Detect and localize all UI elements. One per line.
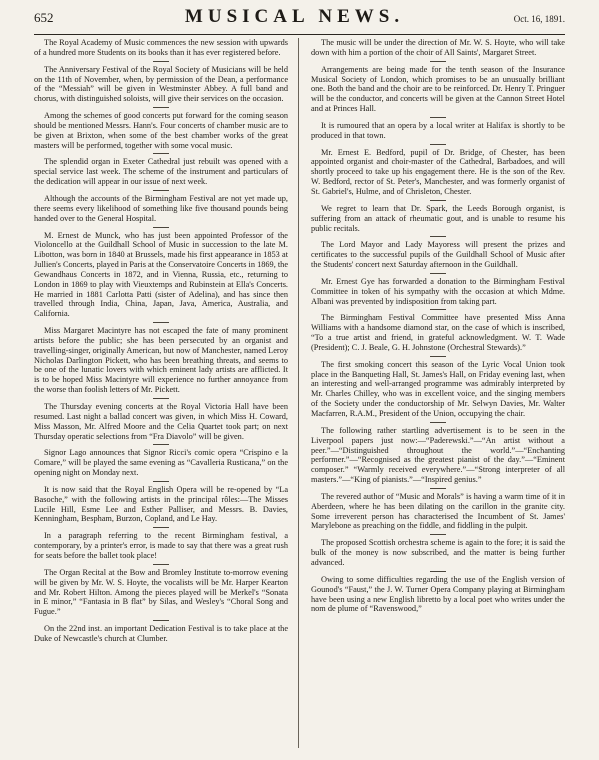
item-separator xyxy=(430,309,446,310)
news-item: It is now said that the Royal English Opera will be re-opened by “La Basoche,” with the following artists in the principal rôles:—The Misses Lucile Hill, Esme Lee and Esther Palliser, and Messrs. B. Davies, Kenningham, Bespham, Burzon, Copland, and Le Hay. xyxy=(34,484,288,524)
news-item: The Royal Academy of Music commences the new session with upwards of a hundred more Students on its books than it has ever registered before. xyxy=(34,38,288,57)
news-item: The music will be under the direction of Mr. W. S. Hoyte, who will take down with him a portion of the choir of All Saints', Margaret Street. xyxy=(311,38,565,57)
news-item: Owing to some difficulties regarding the use of the English version of Gounod's “Faust,” the J. W. Turner Opera Company playing at Birmingham have been using a new English libretto by a local poet who writes under the nom de plume of “Ravenswood,” xyxy=(311,574,565,614)
item-separator xyxy=(430,356,446,357)
item-separator xyxy=(430,200,446,201)
item-separator xyxy=(153,527,169,528)
news-item: The Birmingham Festival Committee have presented Miss Anna Williams with a handsome diamond star, on the case of which is inscribed, “To a true artist and friend, in grateful acknowledgment. W. T. Wade (President); C. J. Beale, G. H. Johnstone (Orchestral Stewards).” xyxy=(311,313,565,352)
item-separator xyxy=(430,117,446,118)
item-separator xyxy=(153,190,169,191)
item-separator xyxy=(153,322,169,323)
news-item: Among the schemes of good concerts put forward for the coming season should be mentioned Messrs. Hann's. Four concerts of chamber music are to be given at Brixton, when some of the best chamber works of the great masters will be performed, together with some vocal music. xyxy=(34,111,288,150)
item-separator xyxy=(430,422,446,423)
right-column xyxy=(311,38,565,748)
news-item: On the 22nd inst. an important Dedication Festival is to take place at the Duke of Newcastle's church at Clumber. xyxy=(34,624,288,643)
news-item: Miss Margaret Macintyre has not escaped the fate of many prominent artists before the public; she has been persecuted by an organist and travelling-singer, originally American, but now of Manchester, named Leroy Nicholas Darlington Pickett, who has been breathing threats, and seems to be one of the lunatic lovers with which eminent lady artists are afflicted. It is to be hoped Miss Macintyre will experience no further annoyance from the worse than foolish letters of Mr. Pickett. xyxy=(34,326,288,395)
news-item: Mr. Ernest E. Bedford, pupil of Dr. Bridge, of Chester, has been appointed organist and choir-master of the Cathedral, Barbadoes, and will shortly proceed to take up his engagement there. He is the son of the Rev. W. Bedford, rector of St. Peter's, Manchester, and was formerly organist of St. Gabriel's, Hulme, and of Chrisleton, Chester. xyxy=(311,147,565,196)
item-separator xyxy=(153,444,169,445)
item-separator xyxy=(430,273,446,274)
item-separator xyxy=(430,236,446,237)
item-separator xyxy=(153,61,169,62)
news-item: Signor Lago announces that Signor Ricci's comic opera “Crispino e la Comare,” will be played the same evening as “Cavalleria Rusticana,” on the opening night on Monday next. xyxy=(34,448,288,478)
news-item: The splendid organ in Exeter Cathedral just rebuilt was opened with a special service last week. The scheme of the instrument and particulars of the dedication will appear in our issue of next week. xyxy=(34,157,288,187)
item-separator xyxy=(153,227,169,228)
item-separator xyxy=(153,398,169,399)
item-separator xyxy=(430,571,446,572)
page-number: 652 xyxy=(34,10,54,25)
news-item: The revered author of “Music and Morals” is having a warm time of it in Aberdeen, where he has been dilating on the carillon in the granite city. Some irreverent person has characterised the Incumbent of St. James' Marylebone as preaching on the fiddle, and fiddling in the pulpit. xyxy=(311,491,565,531)
columns xyxy=(34,38,565,748)
issue-date: Oct. 16, 1891. xyxy=(513,14,565,24)
news-item: The Organ Recital at the Bow and Bromley Institute to-morrow evening will be given by Mr. W. S. Hoyte, the vocalists will be Mr. Harper Kearton and Mr. Robert Hilton. Among the pieces played will be Merkel's “Sonata in E minor,” “Fantasia in B flat” by Silas, and Wesley's “Choral Song and Fugue.” xyxy=(34,567,288,617)
news-item: Arrangements are being made for the tenth season of the Insurance Musical Society of London, which promises to be an unusually brilliant one. Both the band and the choir are to be reinforced. Dr. Henry T. Pringuer will be the conductor, and concerts will be given at the Cannon Street Hotel and at Princes Hall. xyxy=(311,64,565,114)
page-header xyxy=(34,6,565,32)
news-item: M. Ernest de Munck, who has just been appointed Professor of the Violoncello at the Guildhall School of Music in succession to the late M. Libotton, was born in 1840 at Brussels, made his first appearance in 1853 at Jullien's Concerts, played in Paris at the Conservatoire Concerts in 1869, the Gewandhaus Concerts in 1872, and in Vienna, Russia, etc., returning to London in 1869 to play with Vieuxtemps and Rubinstein at Ella's Concerts. He married in 1881 Carlotta Patti (sister of Adelina), and has since then travelled through India, China, Japan, Java, America, Australia, and California. xyxy=(34,230,288,319)
item-separator xyxy=(153,564,169,565)
item-separator xyxy=(430,144,446,145)
item-separator xyxy=(153,620,169,621)
item-separator xyxy=(153,153,169,154)
news-item: The proposed Scottish orchestra scheme is again to the fore; it is said the bulk of the money is now subscribed, and the matter is being further advanced. xyxy=(311,538,565,567)
news-item: In a paragraph referring to the recent Birmingham festival, a contemporary, by a printer's error, is made to say that there was a great rush for seats before the ballet took place! xyxy=(34,531,288,560)
news-item: The Thursday evening concerts at the Royal Victoria Hall have been resumed. Last night a ballad concert was given, in which Miss H. Coward, Miss Masson, Mr. Alfred Moore and the Celia Quartet took part; on next Thursday operatic selections from “Fra Diavolo” will be given. xyxy=(34,402,288,441)
news-item: It is rumoured that an opera by a local writer at Halifax is shortly to be produced in that town. xyxy=(311,120,565,140)
header-rule xyxy=(34,34,565,35)
item-separator xyxy=(153,481,169,482)
item-separator xyxy=(153,107,169,108)
news-item: The first smoking concert this season of the Lyric Vocal Union took place in the Banqueting Hall, St. James's Hall, on Friday evening last, when an interesting and well-arranged programme was admirably interpreted by Mr. Charles Chilley, who was in excellent voice, and the singing members of the Society under the conductorship of Mr. Selwyn Davies, Mr. Walter Macfarren, R.A.M., President of the Union, occupying the chair. xyxy=(311,359,565,418)
news-item: We regret to learn that Dr. Spark, the Leeds Borough organist, is suffering from an attack of rheumatic gout, and is unable to resume his public recitals. xyxy=(311,203,565,233)
news-item: The Lord Mayor and Lady Mayoress will present the prizes and certificates to the successful pupils of the Guildhall School of Music after the Students' concert next Saturday afternoon in the Guildhall. xyxy=(311,240,565,270)
masthead: MUSICAL NEWS. xyxy=(184,6,405,27)
news-item: The Anniversary Festival of the Royal Society of Musicians will be held on the 11th of November, when, by permission of the Dean, a performance of the “Messiah” will be given in Westminster Abbey. A full band and chorus, with distinguished soloists, will give their services on the occasion. xyxy=(34,64,288,104)
news-item: Mr. Ernest Gye has forwarded a donation to the Birmingham Festival Committee in token of his sympathy with the occasion at which Mdme. Albani was prevented by indisposition from taking part. xyxy=(311,276,565,306)
left-column xyxy=(34,38,299,748)
news-item: Although the accounts of the Birmingham Festival are not yet made up, there seems every likelihood of something like five thousand pounds being handed over to the General Hospital. xyxy=(34,193,288,223)
item-separator xyxy=(430,488,446,489)
item-separator xyxy=(430,534,446,535)
item-separator xyxy=(430,61,446,62)
news-item: The following rather startling advertisement is to be seen in the Liverpool papers just now:—“Paderewski.”—“An artist without a peer.”—“Distinguished throughout the world.”—“Enchanting performer.”—“Recognised as the greatest pianist of the day.”—“Eminent composer.” “Warmly received everywhere.”—“Strong interpreter of all masters.”—“King of pianists.”—“Inspired genius.” xyxy=(311,425,565,485)
